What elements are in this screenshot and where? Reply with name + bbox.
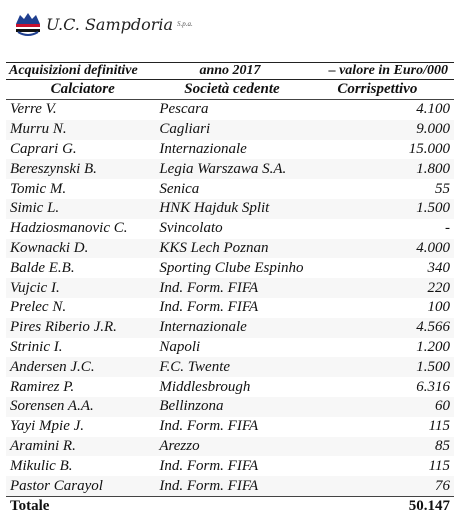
value-cell: 4.000 (305, 239, 454, 259)
table-unit-note: – valore in Euro/000 (305, 63, 454, 80)
table-row (6, 100, 454, 120)
player-cell: Strinic I. (6, 338, 155, 358)
table-row (6, 417, 454, 437)
table-row (6, 140, 454, 160)
table-row (6, 159, 454, 179)
value-cell: 4.100 (305, 100, 454, 120)
value-cell: 15.000 (305, 140, 454, 160)
table-row (6, 377, 454, 397)
table-row (6, 338, 454, 358)
table-row (6, 258, 454, 278)
value-cell: 9.000 (305, 120, 454, 140)
club-cell: Svincolato (155, 219, 304, 239)
club-cell: Sporting Clube Espinho (155, 258, 304, 278)
value-cell: 60 (305, 397, 454, 417)
acquisitions-table (6, 62, 454, 517)
value-cell: 1.200 (305, 338, 454, 358)
club-cell: Internazionale (155, 140, 304, 160)
table-row (6, 298, 454, 318)
club-cell: Ind. Form. FIFA (155, 476, 304, 496)
player-cell: Prelec N. (6, 298, 155, 318)
value-cell: 55 (305, 179, 454, 199)
player-cell: Verre V. (6, 100, 155, 120)
table-row (6, 239, 454, 259)
table-row (6, 318, 454, 338)
table-row (6, 476, 454, 496)
total-label: Totale (6, 496, 155, 517)
table-row (6, 278, 454, 298)
club-cell: F.C. Twente (155, 357, 304, 377)
value-cell: 85 (305, 437, 454, 457)
club-cell: Ind. Form. FIFA (155, 278, 304, 298)
table-row (6, 357, 454, 377)
table-title: Acquisizioni definitive (6, 63, 155, 80)
value-cell: 220 (305, 278, 454, 298)
club-cell: Middlesbrough (155, 377, 304, 397)
table-row (6, 179, 454, 199)
player-cell: Pires Riberio J.R. (6, 318, 155, 338)
club-cell: HNK Hajduk Split (155, 199, 304, 219)
player-cell: Balde E.B. (6, 258, 155, 278)
club-cell: Pescara (155, 100, 304, 120)
player-cell: Aramini R. (6, 437, 155, 457)
sampdoria-logo-icon (14, 10, 42, 38)
player-cell: Caprari G. (6, 140, 155, 160)
club-cell: KKS Lech Poznan (155, 239, 304, 259)
player-cell: Tomic M. (6, 179, 155, 199)
value-cell: 4.566 (305, 318, 454, 338)
player-cell: Mikulic B. (6, 456, 155, 476)
club-cell: Internazionale (155, 318, 304, 338)
total-spacer (155, 496, 304, 517)
column-header-player: Calciatore (6, 80, 155, 100)
value-cell: 76 (305, 476, 454, 496)
value-cell: 115 (305, 417, 454, 437)
table-header-row (6, 80, 454, 100)
player-cell: Vujcic I. (6, 278, 155, 298)
club-cell: Cagliari (155, 120, 304, 140)
player-cell: Bereszynski B. (6, 159, 155, 179)
club-cell: Senica (155, 179, 304, 199)
table-year: anno 2017 (155, 63, 304, 80)
club-cell: Legia Warszawa S.A. (155, 159, 304, 179)
table-row (6, 437, 454, 457)
player-cell: Murru N. (6, 120, 155, 140)
table-row (6, 199, 454, 219)
total-row (6, 496, 454, 517)
value-cell: 340 (305, 258, 454, 278)
column-header-club: Società cedente (155, 80, 304, 100)
column-header-value: Corrispettivo (305, 80, 454, 100)
player-cell: Hadziosmanovic C. (6, 219, 155, 239)
table-row (6, 397, 454, 417)
player-cell: Yayi Mpie J. (6, 417, 155, 437)
table-row (6, 219, 454, 239)
club-cell: Ind. Form. FIFA (155, 417, 304, 437)
table-title-row (6, 63, 454, 80)
value-cell: 1.500 (305, 199, 454, 219)
table-row (6, 456, 454, 476)
club-cell: Ind. Form. FIFA (155, 298, 304, 318)
value-cell: 100 (305, 298, 454, 318)
player-cell: Ramirez P. (6, 377, 155, 397)
value-cell: 1.800 (305, 159, 454, 179)
club-cell: Arezzo (155, 437, 304, 457)
company-suffix: S.p.a. (177, 20, 193, 28)
player-cell: Kownacki D. (6, 239, 155, 259)
company-name: U.C. Sampdoria (46, 14, 174, 34)
value-cell: 115 (305, 456, 454, 476)
club-cell: Bellinzona (155, 397, 304, 417)
total-value: 50.147 (305, 496, 454, 517)
player-cell: Simic L. (6, 199, 155, 219)
club-cell: Napoli (155, 338, 304, 358)
table-row (6, 120, 454, 140)
player-cell: Pastor Carayol (6, 476, 155, 496)
value-cell: 6.316 (305, 377, 454, 397)
document-header (14, 6, 193, 42)
player-cell: Andersen J.C. (6, 357, 155, 377)
club-cell: Ind. Form. FIFA (155, 456, 304, 476)
value-cell: - (305, 219, 454, 239)
player-cell: Sorensen A.A. (6, 397, 155, 417)
value-cell: 1.500 (305, 357, 454, 377)
